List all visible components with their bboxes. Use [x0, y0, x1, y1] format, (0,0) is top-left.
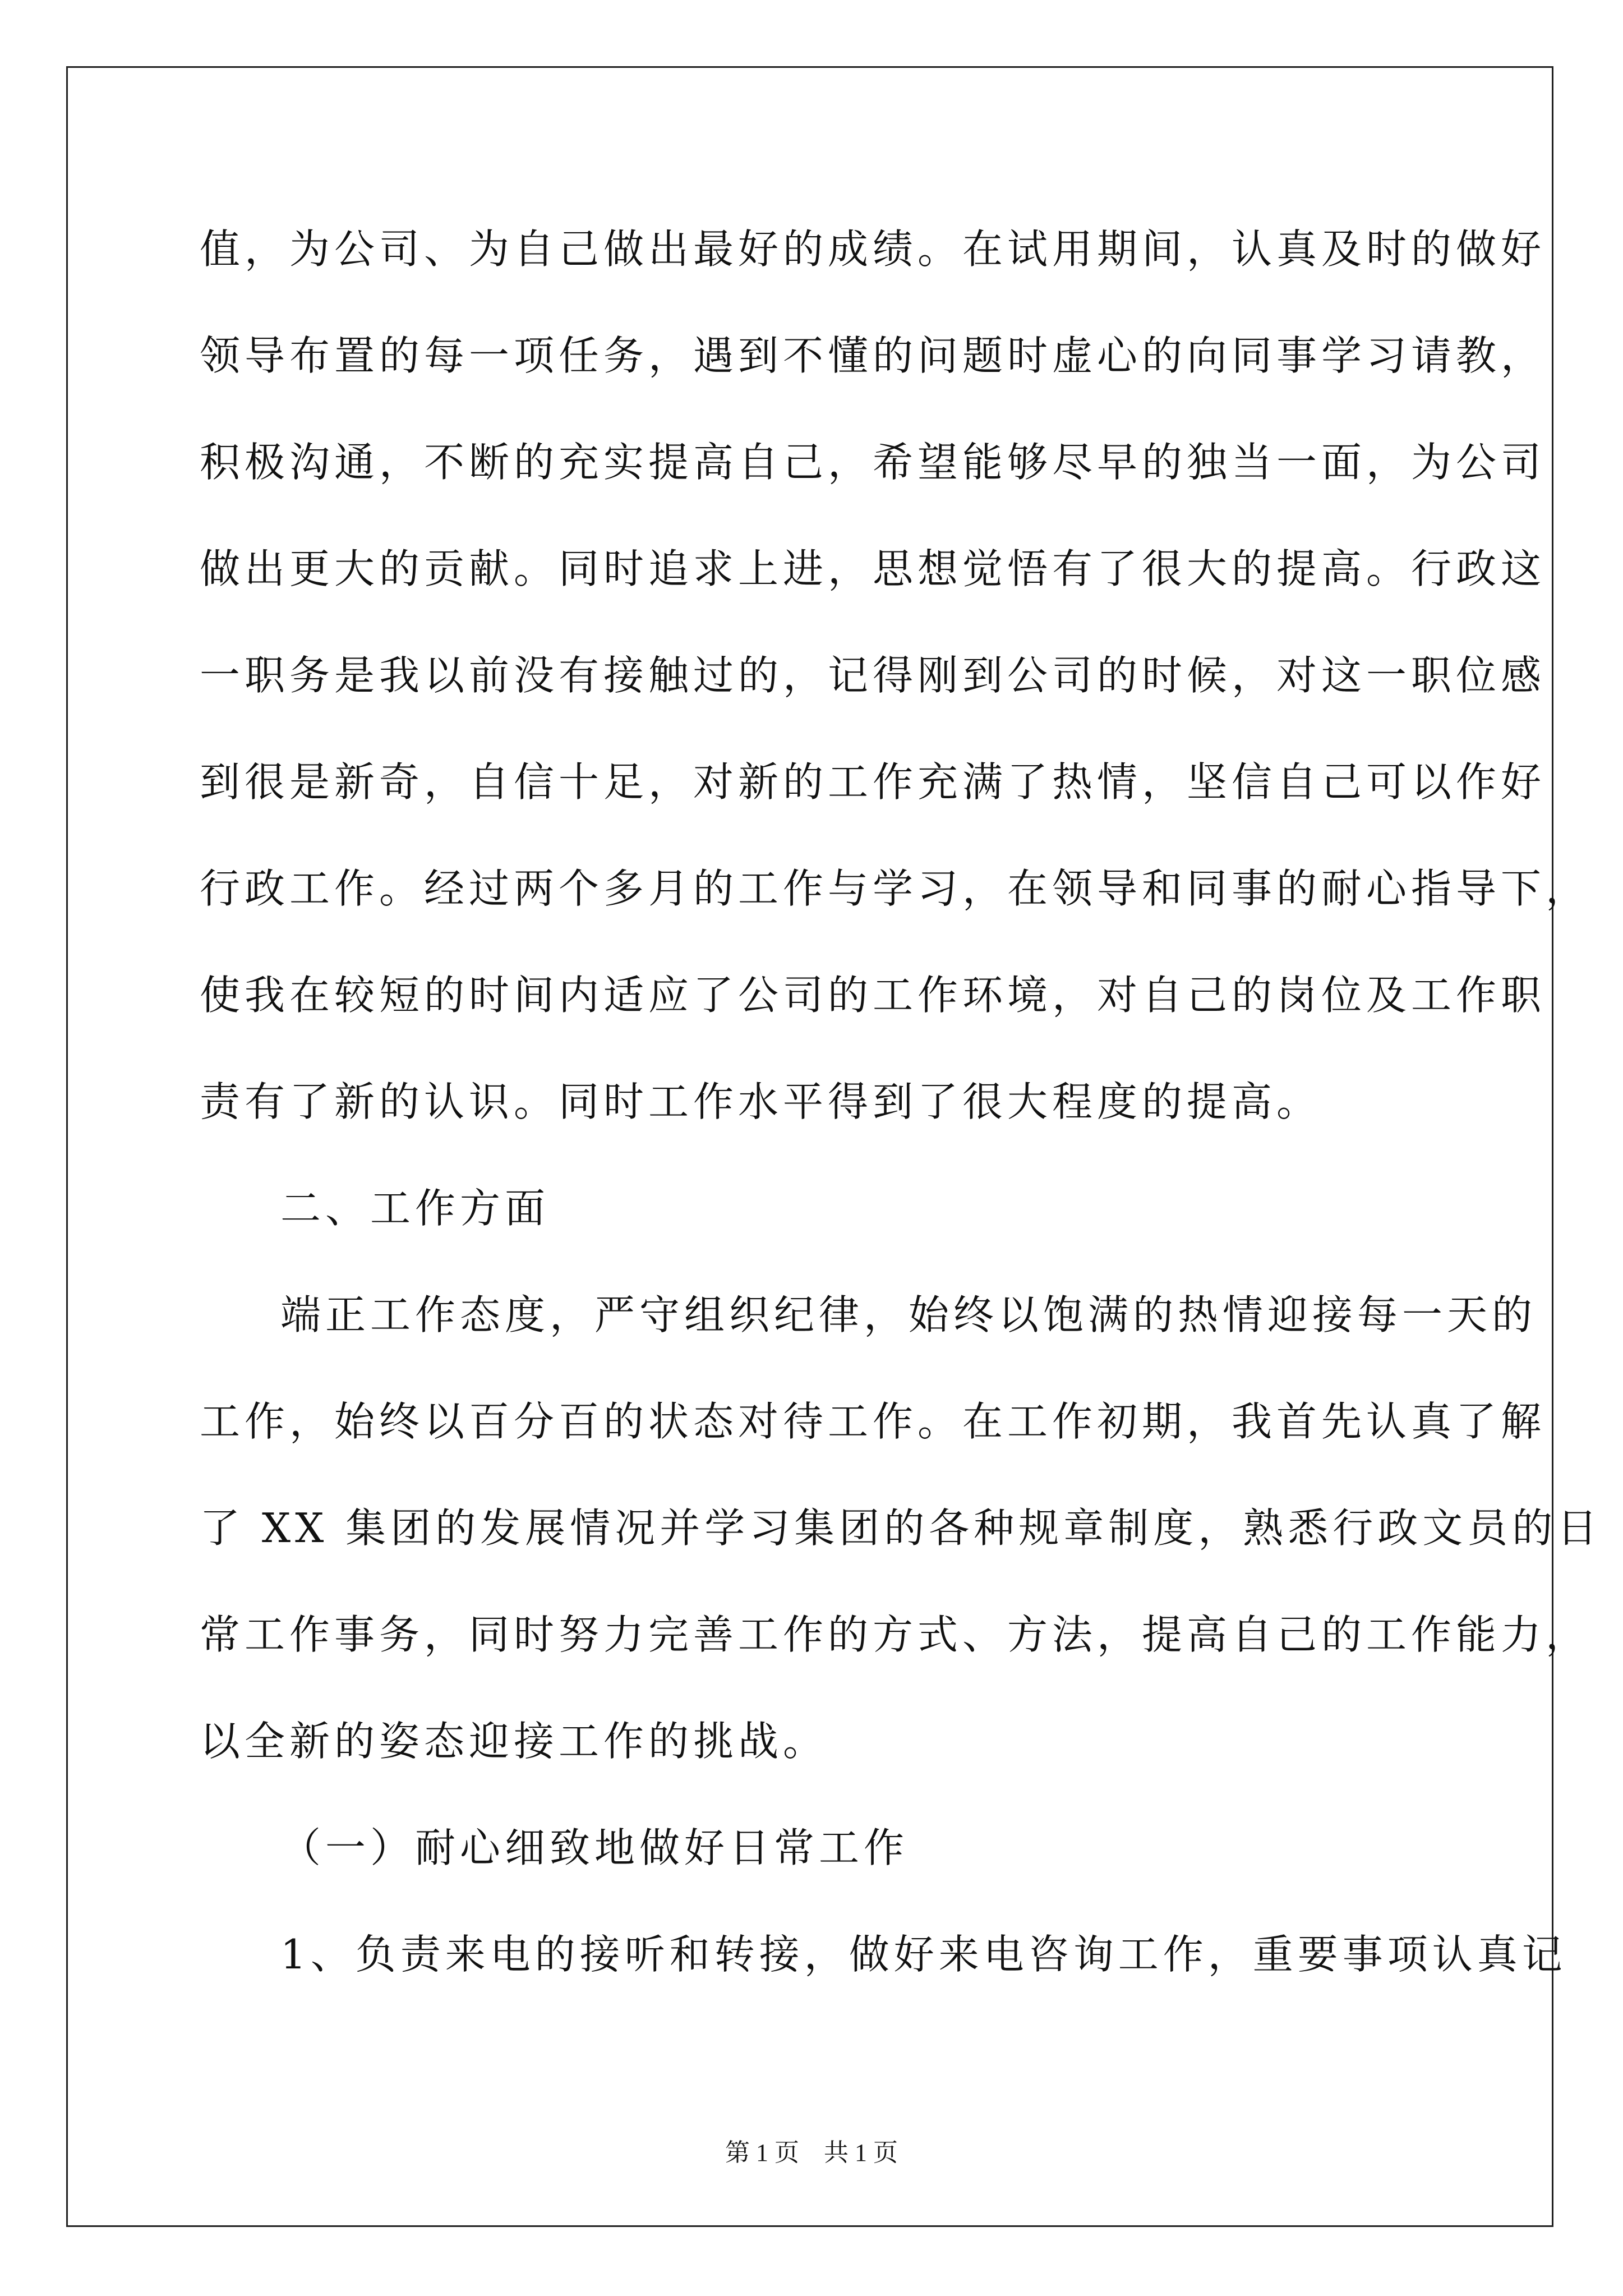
body-line-1: 值，为公司、为自己做出最好的成绩。在试用期间，认真及时的做好	[200, 226, 1546, 273]
body-line-2: 领导布置的每一项任务，遇到不懂的问题时虚心的向同事学习请教，	[200, 332, 1546, 379]
body-line-11: 端正工作态度，严守组织纪律，始终以饱满的热情迎接每一天的	[280, 1291, 1537, 1338]
body-line-9: 责有了新的认识。同时工作水平得到了很大程度的提高。	[200, 1078, 1322, 1125]
body-line-7: 行政工作。经过两个多月的工作与学习，在领导和同事的耐心指导下，	[200, 865, 1591, 912]
body-line-4: 做出更大的贡献。同时追求上进，思想觉悟有了很大的提高。行政这	[200, 545, 1546, 592]
body-line-17: 1、负责来电的接听和转接，做好来电咨询工作，重要事项认真记	[280, 1931, 1567, 1978]
body-line-5: 一职务是我以前没有接触过的，记得刚到公司的时候，对这一职位感	[200, 652, 1546, 699]
body-line-15: 以全新的姿态迎接工作的挑战。	[200, 1718, 828, 1765]
page-border	[66, 66, 1553, 2227]
section-heading: 二、工作方面	[280, 1185, 550, 1232]
page-footer: 第 1 页 共 1 页	[725, 2139, 898, 2166]
body-line-8: 使我在较短的时间内适应了公司的工作环境，对自己的岗位及工作职	[200, 972, 1546, 1019]
subsection-heading: （一）耐心细致地做好日常工作	[280, 1824, 909, 1871]
body-line-12: 工作，始终以百分百的状态对待工作。在工作初期，我首先认真了解	[200, 1398, 1546, 1445]
body-line-6: 到很是新奇，自信十足，对新的工作充满了热情，坚信自己可以作好	[200, 758, 1546, 806]
body-line-13: 了 XX 集团的发展情况并学习集团的各种规章制度，熟悉行政文员的日	[200, 1504, 1602, 1552]
body-line-14: 常工作事务，同时努力完善工作的方式、方法，提高自己的工作能力，	[200, 1611, 1591, 1658]
body-line-3: 积极沟通，不断的充实提高自己，希望能够尽早的独当一面，为公司	[200, 439, 1546, 486]
